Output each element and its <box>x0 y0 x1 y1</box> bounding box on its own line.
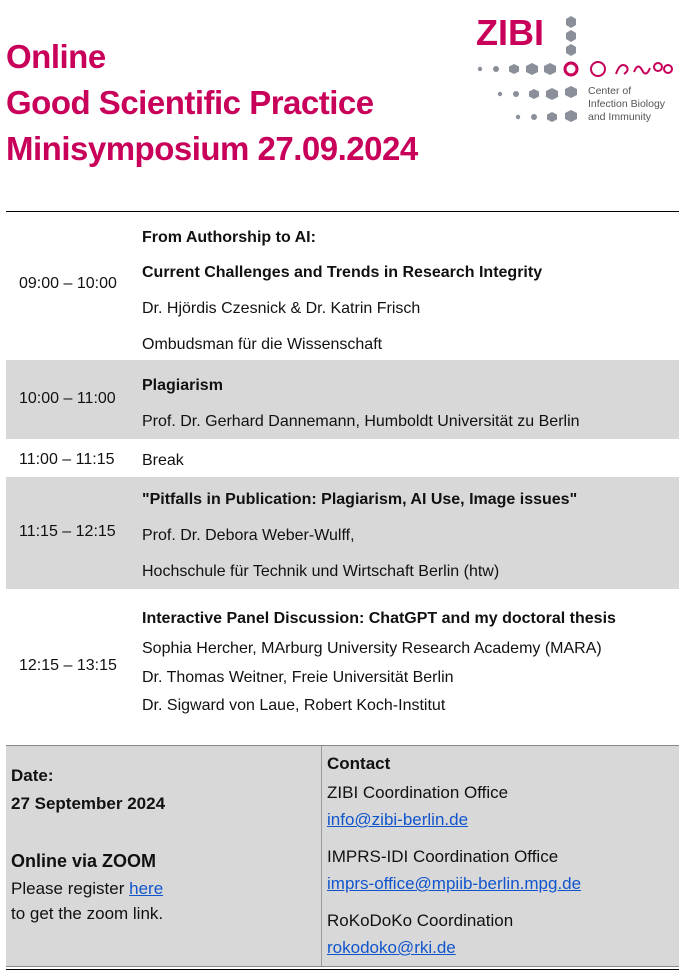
session-title: Break <box>142 452 184 469</box>
register-line <box>11 879 163 899</box>
info-divider <box>321 746 322 966</box>
footer-divider <box>6 969 679 970</box>
logo-subtitle-line: Infection Biology <box>588 98 666 110</box>
schedule-row <box>6 477 679 589</box>
title-line: Online <box>6 38 106 75</box>
time-slot: 11:15 – 12:15 <box>19 523 116 540</box>
speaker: Prof. Dr. Gerhard Dannemann, Humboldt Universität zu Berlin <box>142 413 580 430</box>
contact-email-link[interactable]: info@zibi-berlin.de <box>327 810 469 829</box>
speaker: Dr. Sigward von Laue, Robert Koch-Institut <box>142 697 446 714</box>
schedule-row <box>6 360 679 439</box>
session-title: "Pitfalls in Publication: Plagiarism, AI Use, Image issues" <box>142 491 578 508</box>
logo-subtitle-line: and Immunity <box>588 111 652 123</box>
time-slot: 09:00 – 10:00 <box>19 275 117 292</box>
time-slot: 10:00 – 11:00 <box>19 390 116 407</box>
session-title: Plagiarism <box>142 377 223 394</box>
contact-office: ZIBI Coordination Office <box>327 783 509 802</box>
contact-office: IMPRS-IDI Coordination Office <box>327 847 559 866</box>
title-line: Good Scientific Practice <box>6 84 374 121</box>
speaker: Dr. Thomas Weitner, Freie Universität Berlin <box>142 669 454 686</box>
register-link[interactable]: here <box>129 879 164 898</box>
time-slot: 11:00 – 11:15 <box>19 451 115 468</box>
schedule-row <box>6 440 679 476</box>
title-line: Minisymposium 27.09.2024 <box>6 130 418 167</box>
schedule-row <box>6 590 679 740</box>
date-value: 27 September 2024 <box>11 794 166 813</box>
session-title: Current Challenges and Trends in Research Integrity <box>142 264 543 281</box>
contact-email-link[interactable]: rokodoko@rki.de <box>327 938 456 957</box>
affiliation: Ombudsman für die Wissenschaft <box>142 336 383 353</box>
schedule-row <box>6 212 679 359</box>
logo-wordmark: ZIBI <box>476 12 544 53</box>
contact-office: RoKoDoKo Coordination <box>327 911 514 930</box>
session-title: Interactive Panel Discussion: ChatGPT and my doctoral thesis <box>142 610 616 627</box>
register-suffix: to get the zoom link. <box>11 904 164 923</box>
speaker: Prof. Dr. Debora Weber-Wulff, <box>142 527 355 544</box>
online-label: Online via ZOOM <box>11 851 157 871</box>
time-slot: 12:15 – 13:15 <box>19 657 117 674</box>
register-prefix: Please register <box>11 879 125 898</box>
session-title: From Authorship to AI: <box>142 229 316 246</box>
speaker: Sophia Hercher, MArburg University Research Academy (MARA) <box>142 640 602 657</box>
speaker: Dr. Hjördis Czesnick & Dr. Katrin Frisch <box>142 300 421 317</box>
zibi-logo <box>470 14 682 126</box>
info-box <box>6 745 679 967</box>
page-title <box>6 34 418 172</box>
logo-subtitle <box>588 85 665 124</box>
logo-subtitle-line: Center of <box>588 85 632 97</box>
contact-heading: Contact <box>327 754 391 773</box>
contact-email-link[interactable]: imprs-office@mpiib-berlin.mpg.de <box>327 874 582 893</box>
affiliation: Hochschule für Technik und Wirtschaft Berlin (htw) <box>142 563 500 580</box>
date-label: Date: <box>11 766 54 785</box>
